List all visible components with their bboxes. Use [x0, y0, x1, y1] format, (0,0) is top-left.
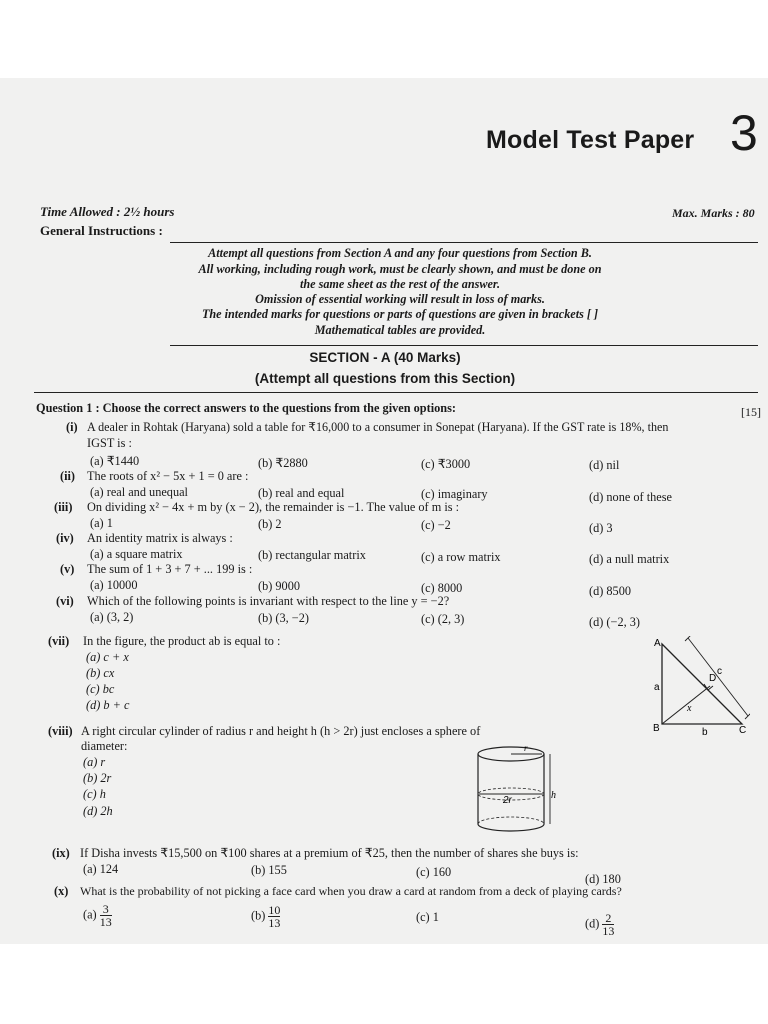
instruction-line: All working, including rough work, must be clearly shown, and must be done on — [198, 262, 602, 276]
option-a: (a) ₹1440 — [90, 454, 140, 468]
option-c: (c) a row matrix — [421, 550, 501, 564]
option-b: (b) cx — [86, 666, 115, 680]
question-text: If Disha invests ₹15,500 on ₹100 shares at a premium of ₹25, then the number of shares she buys is: — [80, 846, 579, 860]
option-c: (c) 160 — [416, 865, 452, 879]
section-title: SECTION - A (40 Marks) — [309, 350, 461, 365]
option-b: (b) ₹2880 — [258, 456, 308, 470]
option-a: (a) 1 — [90, 516, 113, 530]
general-instructions-heading: General Instructions : — [40, 223, 163, 238]
option-label: (b) — [251, 908, 266, 923]
divider — [170, 242, 758, 243]
instruction-line: The intended marks for questions or parts of questions are given in brackets [ ] — [201, 307, 599, 321]
option-d: (d) 3 — [589, 521, 613, 535]
option-a: (a) c + x — [86, 650, 129, 664]
item-number: (ii) — [60, 469, 76, 483]
option-label: (a) — [83, 907, 97, 922]
option-a: (a) r — [83, 755, 106, 769]
item-number: (vi) — [56, 594, 74, 608]
option-c: (c) bc — [86, 682, 115, 696]
item-number: (viii) — [48, 724, 73, 738]
instruction-line: Mathematical tables are provided. — [314, 323, 486, 337]
option-d: (d) none of these — [589, 490, 672, 504]
label-b-vertex: B — [653, 723, 660, 734]
fraction — [602, 912, 614, 937]
divider — [170, 345, 758, 346]
question-text: A right circular cylinder of radius r and height h (h > 2r) just encloses a sphere of — [81, 724, 481, 738]
option-a: (a) a square matrix — [90, 547, 183, 561]
option-d — [585, 912, 614, 937]
question-text: What is the probability of not picking a face card when you draw a card at random from a deck of playing cards? — [80, 884, 622, 898]
option-a: (a) 124 — [83, 862, 119, 876]
item-number: (ix) — [52, 846, 70, 860]
question-text: A dealer in Rohtak (Haryana) sold a table for ₹16,000 to a consumer in Sonepat (Haryana). If the GST rate is 18%, then — [87, 420, 669, 434]
option-b: (b) rectangular matrix — [258, 548, 366, 562]
option-d: (d) 2h — [83, 804, 113, 818]
option-b: (b) 155 — [251, 863, 287, 877]
option-b: (b) 2r — [83, 771, 112, 785]
denominator: 13 — [268, 916, 281, 930]
cylinder-bottom-hidden — [478, 817, 544, 824]
question-text: Which of the following points is invariant with respect to the line y = −2? — [87, 594, 450, 608]
triangle-figure — [650, 636, 750, 736]
option-b: (b) 9000 — [258, 579, 301, 593]
option-a: (a) 10000 — [90, 578, 138, 592]
label-r: r — [524, 743, 528, 753]
option-d: (d) 8500 — [589, 584, 632, 598]
cylinder-sphere-figure — [470, 740, 560, 840]
option-c: (c) imaginary — [421, 487, 488, 501]
option-c: (c) (2, 3) — [421, 612, 465, 626]
question-text: diameter: — [81, 739, 128, 753]
numerator: 10 — [268, 903, 281, 917]
item-number: (vii) — [48, 634, 70, 648]
instruction-line: Attempt all questions from Section A and any four questions from Section B. — [208, 246, 592, 260]
option-b: (b) (3, −2) — [258, 611, 309, 625]
item-number: (iv) — [56, 531, 74, 545]
time-allowed: Time Allowed : 2½ hours — [40, 204, 175, 219]
numerator: 2 — [605, 911, 612, 925]
label-d-vertex: D — [709, 673, 717, 684]
page-title: Model Test Paper — [486, 126, 695, 154]
section-subtitle: (Attempt all questions from this Section) — [254, 371, 516, 386]
option-a — [83, 903, 112, 928]
fraction — [268, 904, 280, 929]
question-1-heading: Question 1 : Choose the correct answers to the questions from the given options: — [36, 401, 457, 415]
option-a: (a) real and unequal — [90, 485, 188, 499]
label-h: h — [551, 790, 556, 801]
item-number: (v) — [60, 562, 75, 576]
label-x: x — [687, 703, 692, 714]
label-side-b: b — [702, 727, 708, 736]
option-c: (c) 1 — [416, 910, 439, 924]
label-side-a: a — [654, 682, 660, 693]
fraction — [100, 903, 112, 928]
divider — [34, 392, 758, 393]
option-a: (a) (3, 2) — [90, 610, 134, 624]
denominator: 13 — [602, 924, 615, 938]
measure-tick — [745, 713, 750, 719]
option-d: (d) (−2, 3) — [589, 615, 640, 629]
instruction-line: the same sheet as the rest of the answer. — [299, 277, 501, 291]
option-c: (c) 8000 — [421, 581, 463, 595]
option-b: (b) real and equal — [258, 486, 345, 500]
question-text: The sum of 1 + 3 + 7 + ... 199 is : — [87, 562, 253, 576]
instruction-line: Omission of essential working will result in loss of marks. — [255, 292, 545, 306]
item-number: (iii) — [54, 500, 73, 514]
question-text: An identity matrix is always : — [87, 531, 233, 545]
item-number: (i) — [66, 420, 78, 434]
question-text: IGST is : — [87, 436, 132, 450]
question-text: On dividing x² − 4x + m by (x − 2), the remainder is −1. The value of m is : — [87, 500, 460, 514]
question-text: The roots of x² − 5x + 1 = 0 are : — [87, 469, 249, 483]
option-d: (d) b + c — [86, 698, 130, 712]
option-c: (c) ₹3000 — [421, 457, 471, 471]
option-d: (d) nil — [589, 458, 620, 472]
denominator: 13 — [99, 915, 112, 929]
option-b — [251, 904, 280, 929]
paper-number: 3 — [730, 105, 758, 161]
question-1-marks: [15] — [741, 405, 761, 419]
question-text: In the figure, the product ab is equal to : — [83, 634, 281, 648]
max-marks: Max. Marks : 80 — [672, 206, 755, 220]
numerator: 3 — [102, 902, 109, 916]
label-side-c: c — [717, 666, 722, 677]
label-a-vertex: A — [654, 638, 661, 649]
option-d: (d) 180 — [585, 872, 621, 886]
cylinder-bottom — [478, 824, 544, 831]
option-b: (b) 2 — [258, 517, 282, 531]
label-2r: 2r — [503, 795, 512, 806]
item-number: (x) — [54, 884, 69, 898]
label-c-vertex: C — [739, 725, 747, 736]
option-c: (c) −2 — [421, 518, 451, 532]
option-label: (d) — [585, 916, 600, 931]
option-d: (d) a null matrix — [589, 552, 670, 566]
altitude-bd — [662, 686, 710, 724]
measure-line-c — [688, 638, 748, 716]
option-c: (c) h — [83, 787, 106, 801]
